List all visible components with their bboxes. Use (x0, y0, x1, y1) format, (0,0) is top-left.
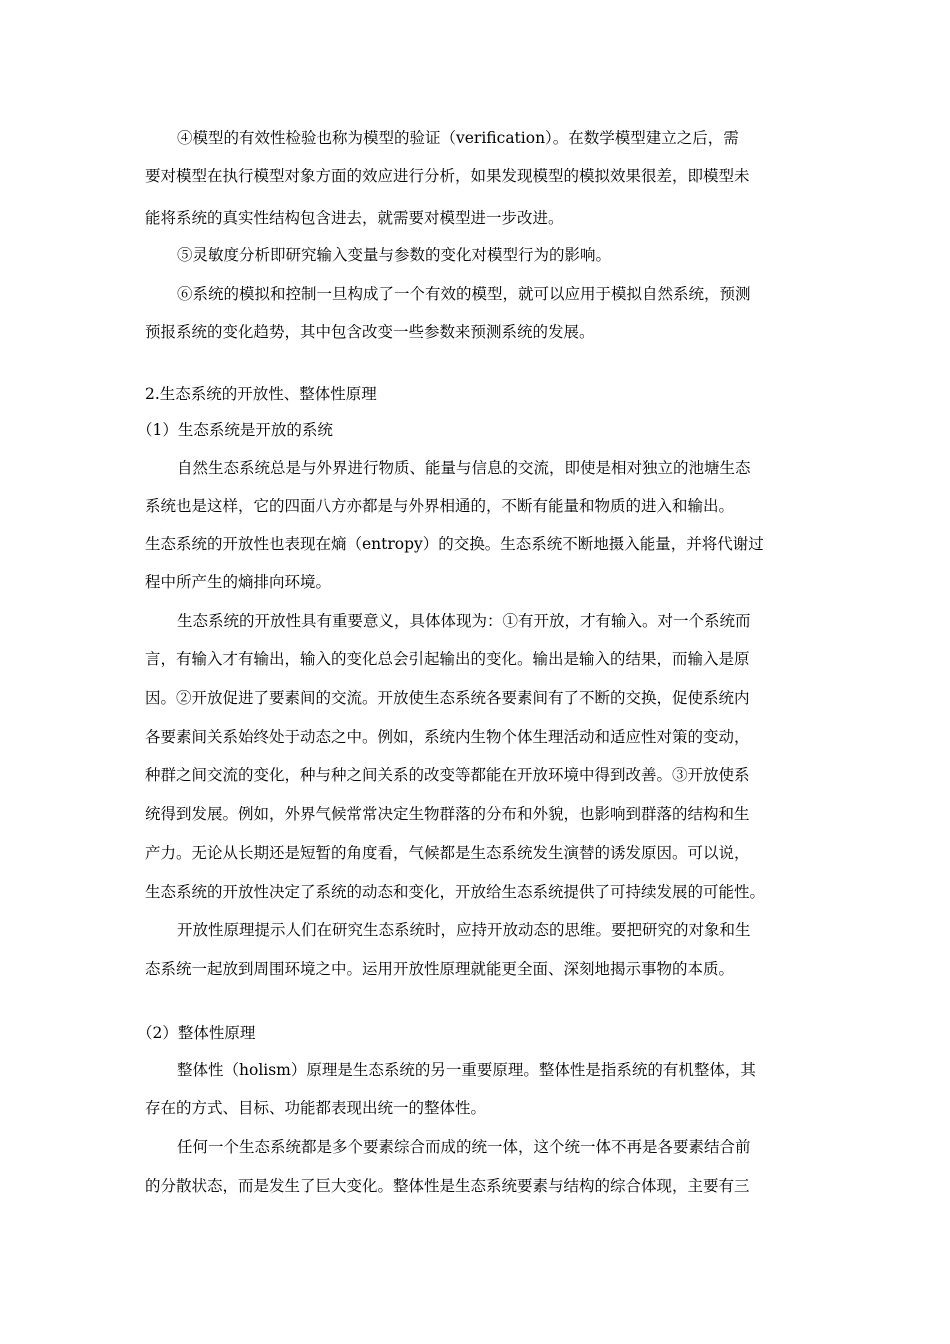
text-line: 言，有输入才有输出，输入的变化总会引起输出的变化。输出是输入的结果，而输入是原 (145, 650, 750, 668)
text-line: 要对模型在执行模型对象方面的效应进行分析，如果发现模型的模拟效果很差，即模型未 (145, 167, 750, 185)
text-line: 种群之间交流的变化，种与种之间关系的改变等都能在开放环境中得到改善。③开放使系 (145, 766, 750, 784)
text-line: ⑥系统的模拟和控制一旦构成了一个有效的模型，就可以应用于模拟自然系统，预测 (177, 285, 751, 303)
text-line: 能将系统的真实性结构包含进去，就需要对模型进一步改进。 (145, 209, 564, 227)
text-line: 存在的方式、目标、功能都表现出统一的整体性。 (145, 1099, 487, 1117)
text-line: 态系统一起放到周围环境之中。运用开放性原理就能更全面、深刻地揭示事物的本质。 (145, 960, 735, 978)
subsection-heading: （1）生态系统是开放的系统 (137, 421, 333, 439)
text-line: 因。②开放促进了要素间的交流。开放使生态系统各要素间有了不断的交换，促使系统内 (145, 689, 750, 707)
text-line: 开放性原理提示人们在研究生态系统时，应持开放动态的思维。要把研究的对象和生 (177, 921, 751, 939)
text-line: 任何一个生态系统都是多个要素综合而成的统一体，这个统一体不再是各要素结合前 (177, 1138, 751, 1156)
text-line: 自然生态系统总是与外界进行物质、能量与信息的交流，即使是相对独立的池塘生态 (177, 459, 751, 477)
subsection-heading: （2）整体性原理 (137, 1024, 256, 1042)
text-line: 生态系统的开放性决定了系统的动态和变化，开放给生态系统提供了可持续发展的可能性。 (145, 883, 766, 901)
text-line: ⑤灵敏度分析即研究输入变量与参数的变化对模型行为的影响。 (177, 246, 612, 264)
text-line: 各要素间关系始终处于动态之中。例如，系统内生物个体生理活动和适应性对策的变动， (145, 728, 750, 746)
text-line: 程中所产生的熵排向环境。 (145, 573, 332, 591)
text-line: 的分散状态，而是发生了巨大变化。整体性是生态系统要素与结构的综合体现，主要有三 (145, 1177, 750, 1195)
section-heading: 2.生态系统的开放性、整体性原理 (145, 385, 377, 403)
text-line: ④模型的有效性检验也称为模型的验证（verification）。在数学模型建立之后，需 (177, 129, 739, 147)
text-line: 产力。无论从长期还是短暂的角度看，气候都是生态系统发生演替的诱发原因。可以说， (145, 844, 750, 862)
text-line: 系统也是这样，它的四面八方亦都是与外界相通的，不断有能量和物质的进入和输出。 (145, 497, 735, 515)
text-line: 整体性（holism）原理是生态系统的另一重要原理。整体性是指系统的有机整体，其 (177, 1061, 756, 1079)
text-line: 生态系统的开放性具有重要意义，具体体现为：①有开放，才有输入。对一个系统而 (177, 612, 751, 630)
text-line: 预报系统的变化趋势，其中包含改变一些参数来预测系统的发展。 (145, 323, 595, 341)
text-line: 生态系统的开放性也表现在熵（entropy）的交换。生态系统不断地摄入能量，并将代谢过 (145, 535, 764, 553)
text-line: 统得到发展。例如，外界气候常常决定生物群落的分布和外貌，也影响到群落的结构和生 (145, 805, 750, 823)
